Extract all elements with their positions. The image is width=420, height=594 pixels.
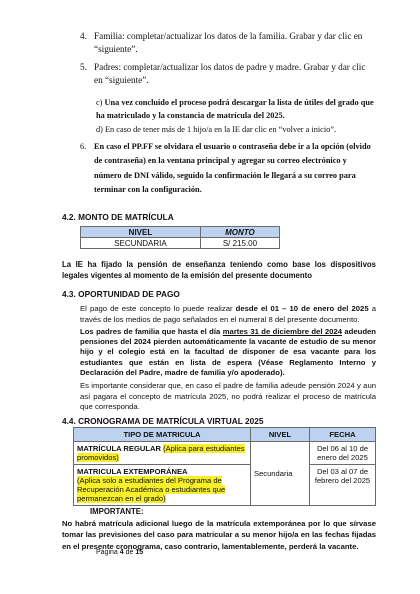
section-heading-monto: 4.2. MONTO DE MATRÍCULA <box>62 212 174 222</box>
list-text: Padres: completar/actualizar los datos de padre y madre. Grabar y dar clic en “siguiente”. <box>94 62 366 86</box>
page-number-mid: de <box>123 549 136 556</box>
amount-table <box>80 226 280 249</box>
sub-item-d: d) En caso de tener más de 1 hijo/a en la IE dar clic en “volver a inicio”. <box>96 125 337 134</box>
amount-header-nivel: NIVEL <box>81 227 201 238</box>
page-number-prefix: Página <box>96 549 120 556</box>
schedule-row-regular <box>74 441 251 464</box>
important-label: IMPORTANTE: <box>90 506 144 516</box>
amount-cell-monto: S/ 215.00 <box>200 238 279 249</box>
paragraph-pago-dates: desde el 01 – 10 de enero del 2025 <box>235 304 369 313</box>
paragraph-pago-text-end: a través de los medios de pago señalados en el numeral 8 del presente documento. <box>80 304 376 324</box>
sub-item-c <box>96 97 376 122</box>
list-text: Familia: completar/actualizar los datos de la familia. Grabar y dar clic en “siguiente”. <box>94 31 363 55</box>
paragraph-pago <box>80 304 376 325</box>
list-number: 4. <box>80 31 87 41</box>
list-text: En caso el PP.FF se olvidara el usuario o contraseña debe ir a la opción (olvido de contraseña) en la ventana principal y agregar su correo electrónico y número de DNI válido, seguido la confirmación le llegará a su correo para terminar con la configuración. <box>94 142 371 194</box>
schedule-header-tipo: TIPO DE MATRICULA <box>74 427 251 441</box>
paragraph-pension: La IE ha fijado la pensión de enseñanza teniendo como base los dispositivos legales vigentes al momento de la emisión del presente documento <box>62 260 376 280</box>
schedule-row-extemporanea <box>74 464 251 505</box>
schedule-type-regular: MATRÍCULA REGULAR <box>77 443 161 453</box>
schedule-level: Secundaria <box>251 441 310 505</box>
sub-item-c-prefix: c) <box>96 98 103 107</box>
section-heading-oportunidad: 4.3. OPORTUNIDAD DE PAGO <box>62 289 180 299</box>
amount-cell-nivel: SECUNDARIA <box>81 238 201 249</box>
schedule-date-extemporanea: Del 03 al 07 de febrero del 2025 <box>310 464 376 505</box>
paragraph-deuda-text-end: adeuden pensiones del 2024 pierden automáticamente la vacante de estudio de su menor hijo y el colegio está en la facultad de disponer de esa vacante para los estudiantes que están en lista de espera (Véase Reglamento Interno y Declaración del Padre, madre de familia y/o apoderado). <box>80 327 376 377</box>
amount-header-monto: MONTO <box>200 227 279 238</box>
sub-item-c-text: Una vez concluido el proceso podrá descargar la lista de útiles del grado que ha matriculado y la constancia de matrícula del 2025. <box>96 98 374 120</box>
list-number: 6. <box>80 142 87 151</box>
section-heading-cronograma: 4.4. CRONOGRAMA DE MATRÍCULA VIRTUAL 2025 <box>62 415 264 426</box>
page-number-total: 15 <box>135 549 144 556</box>
paragraph-deuda-date: martes 31 de diciembre del 2024 <box>222 327 342 336</box>
important-text: No habrá matrícula adicional luego de la matrícula extemporánea por lo que sírvase tomar las previsiones del caso para matricular a su menor hijo/a en las fechas fijadas en el presente cronograma, caso contrario, lamentablemente, perderá la vacante. <box>62 518 376 551</box>
schedule-type-extemporanea: MATRICULA EXTEMPORÁNEA <box>77 466 188 476</box>
schedule-header-fecha: FECHA <box>310 427 376 441</box>
paragraph-deuda-text: Los padres de familia que hasta el día <box>80 327 223 336</box>
paragraph-pago-text: El pago de este concepto lo puede realizar <box>80 304 236 313</box>
schedule-note-extemporanea: (Aplica solo a estudiantes del Programa de Recuperación Académica o estudiantes que permanezcan en el grado) <box>77 475 226 503</box>
schedule-table <box>73 427 376 506</box>
list-number: 5. <box>80 62 87 72</box>
schedule-note-regular: (Aplica para estudiantes promovidos) <box>77 443 245 462</box>
schedule-date-regular: Del 06 al 10 de enero del 2025 <box>310 441 376 464</box>
page-number-current: 4 <box>119 549 124 556</box>
paragraph-aviso: Es importante considerar que, en caso el padre de familia adeude pensión 2024 y aun así pagara el concepto de matrícula 2025, no podrá realizar el proceso de matrícula que corresponda. <box>80 381 376 412</box>
paragraph-deuda <box>80 327 376 378</box>
page-number <box>96 549 143 556</box>
schedule-header-nivel: NIVEL <box>251 427 310 441</box>
